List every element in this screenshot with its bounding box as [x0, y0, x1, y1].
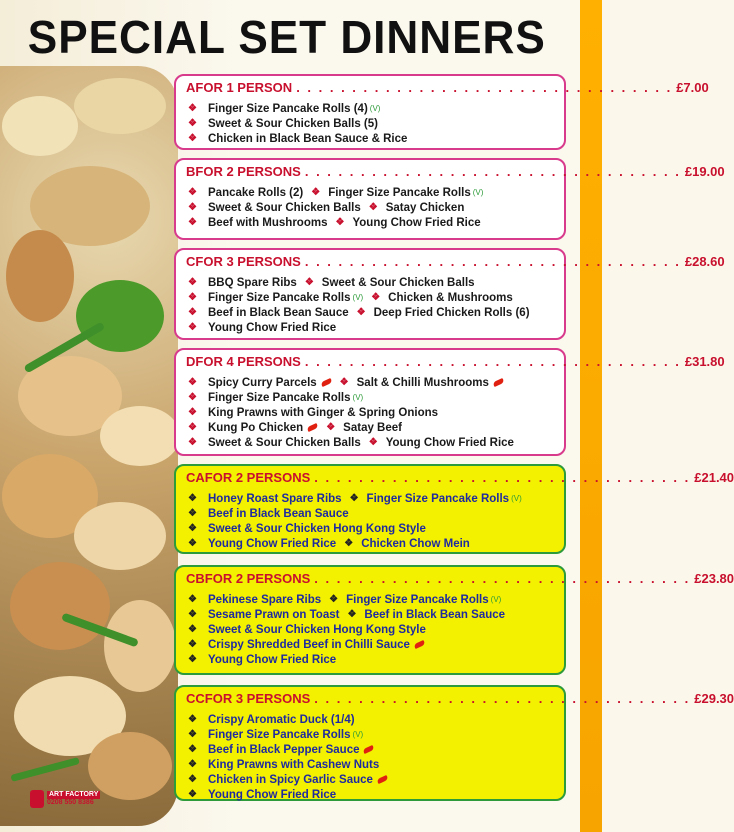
item-row [186, 275, 554, 290]
footer-phone: 0208 550 8386 [47, 799, 94, 806]
item-row [186, 200, 554, 215]
item-row [186, 622, 554, 637]
item-row [186, 101, 554, 116]
vegetarian-mark: (V) [490, 595, 502, 604]
dot-leader: . . . . . . . . . . . . . . . . . . . . . . . . . . . . . . . . . . [304, 254, 681, 269]
set-items [186, 275, 554, 335]
item-row [186, 772, 554, 787]
menu-item: Chicken in Black Bean Sauce & Rice [208, 132, 408, 145]
diamond-bullet-icon: ❖ [188, 422, 197, 433]
menu-item: Beef in Black Bean Sauce [208, 507, 349, 520]
menu-item: King Prawns with Cashew Nuts [208, 758, 380, 771]
set-label: FOR 2 PERSONS [204, 470, 311, 485]
vegetarian-mark: (V) [352, 293, 364, 302]
item-row [186, 607, 554, 622]
menu-item: King Prawns with Ginger & Spring Onions [208, 406, 439, 419]
menu-item: Sweet & Sour Chicken Balls [321, 276, 475, 289]
dot-leader: . . . . . . . . . . . . . . . . . . . . . . . . . . . . . . . . . . [314, 470, 691, 485]
set-code: D [186, 354, 196, 369]
dot-leader: . . . . . . . . . . . . . . . . . . . . . . . . . . . . . . . . . . [304, 354, 681, 369]
diamond-bullet-icon: ❖ [188, 133, 197, 144]
menu-item: Chicken in Spicy Garlic Sauce [208, 773, 373, 786]
set-code: CC [186, 691, 205, 706]
set-header [186, 80, 709, 95]
set-price: £7.00 [676, 80, 709, 95]
diamond-bullet-icon: ❖ [188, 523, 197, 534]
diamond-bullet-icon: ❖ [188, 377, 197, 388]
diamond-bullet-icon: ❖ [371, 292, 381, 303]
set-box-cc [174, 685, 734, 801]
set-price: £23.80 [694, 571, 734, 586]
menu-item: Sweet & Sour Chicken Balls [208, 436, 361, 449]
dot-leader: . . . . . . . . . . . . . . . . . . . . . . . . . . . . . . . . . . [296, 80, 673, 95]
diamond-bullet-icon: ❖ [188, 277, 197, 288]
diamond-bullet-icon: ❖ [188, 759, 197, 770]
menu-item: Salt & Chilli Mushrooms [356, 376, 489, 389]
diamond-bullet-icon: ❖ [188, 202, 197, 213]
set-items [186, 491, 554, 551]
diamond-bullet-icon: ❖ [329, 594, 339, 605]
menu-item: Sweet & Sour Chicken Balls [208, 201, 361, 214]
menu-item: Young Chow Fried Rice [385, 436, 514, 449]
menu-item: Finger Size Pancake Rolls [346, 593, 489, 606]
set-items [186, 185, 554, 230]
menu-item: Chicken Chow Mein [361, 537, 470, 550]
vegetarian-mark: (V) [472, 188, 484, 197]
dot-leader: . . . . . . . . . . . . . . . . . . . . . . . . . . . . . . . . . . [304, 164, 681, 179]
item-row [186, 290, 554, 305]
item-row [186, 592, 554, 607]
diamond-bullet-icon: ❖ [188, 594, 197, 605]
item-row [186, 637, 554, 652]
menu-item: Spicy Curry Parcels [208, 376, 317, 389]
set-code: CA [186, 470, 205, 485]
set-box-d [174, 348, 725, 456]
set-items [186, 375, 554, 450]
item-row [186, 390, 554, 405]
menu-item: Honey Roast Spare Ribs [208, 492, 342, 505]
diamond-bullet-icon: ❖ [347, 609, 357, 620]
diamond-bullet-icon: ❖ [326, 422, 336, 433]
menu-item: Crispy Aromatic Duck (1/4) [208, 713, 355, 726]
set-items [186, 592, 554, 667]
set-price: £31.80 [684, 354, 725, 369]
set-label: FOR 4 PERSONS [195, 354, 301, 369]
set-box-a [174, 74, 709, 150]
diamond-bullet-icon: ❖ [335, 217, 345, 228]
menu-item: Chicken & Mushrooms [388, 291, 513, 304]
set-code: C [186, 254, 196, 269]
item-row [186, 652, 554, 667]
menu-item: Young Chow Fried Rice [208, 653, 337, 666]
diamond-bullet-icon: ❖ [188, 437, 197, 448]
diamond-bullet-icon: ❖ [188, 609, 197, 620]
menu-item: Beef in Black Bean Sauce [208, 306, 349, 319]
item-row [186, 727, 554, 742]
vegetarian-mark: (V) [352, 393, 364, 402]
item-row [186, 215, 554, 230]
diamond-bullet-icon: ❖ [188, 774, 197, 785]
set-label: FOR 1 PERSON [195, 80, 293, 95]
item-row [186, 435, 554, 450]
set-code: CB [186, 571, 205, 586]
diamond-bullet-icon: ❖ [339, 377, 349, 388]
menu-item: Sweet & Sour Chicken Hong Kong Style [208, 522, 426, 535]
set-price: £21.40 [694, 470, 734, 485]
diamond-bullet-icon: ❖ [368, 202, 378, 213]
item-row [186, 320, 554, 335]
diamond-bullet-icon: ❖ [188, 639, 197, 650]
vegetarian-mark: (V) [511, 494, 522, 503]
chili-icon [320, 378, 332, 387]
chili-icon [363, 745, 375, 754]
diamond-bullet-icon: ❖ [356, 307, 366, 318]
menu-item: Young Chow Fried Rice [352, 216, 481, 229]
diamond-bullet-icon: ❖ [188, 217, 197, 228]
brand-logo [30, 790, 44, 808]
set-items [186, 101, 554, 146]
diamond-bullet-icon: ❖ [188, 624, 197, 635]
set-header [186, 691, 734, 706]
set-box-c [174, 248, 725, 340]
menu-item: Young Chow Fried Rice [208, 537, 337, 550]
diamond-bullet-icon: ❖ [311, 187, 321, 198]
set-header [186, 164, 725, 179]
set-box-b [174, 158, 725, 240]
set-code: B [186, 164, 196, 179]
dot-leader: . . . . . . . . . . . . . . . . . . . . . . . . . . . . . . . . . . [314, 691, 691, 706]
menu-item: Sesame Prawn on Toast [208, 608, 340, 621]
set-price: £19.00 [684, 164, 725, 179]
set-price: £29.30 [694, 691, 734, 706]
item-row [186, 420, 554, 435]
item-row [186, 757, 554, 772]
menu-item: Pekinese Spare Ribs [208, 593, 322, 606]
menu-item: Crispy Shredded Beef in Chilli Sauce [208, 638, 410, 651]
set-header [186, 571, 734, 586]
diamond-bullet-icon: ❖ [188, 729, 197, 740]
set-label: FOR 3 PERSONS [204, 691, 311, 706]
item-row [186, 405, 554, 420]
item-row [186, 491, 554, 506]
brand-name: ART FACTORY [49, 791, 99, 798]
set-box-cb [174, 565, 734, 675]
diamond-bullet-icon: ❖ [188, 322, 197, 333]
item-row [186, 506, 554, 521]
set-label: FOR 2 PERSONS [204, 571, 311, 586]
diamond-bullet-icon: ❖ [188, 508, 197, 519]
diamond-bullet-icon: ❖ [188, 654, 197, 665]
set-price: £28.60 [684, 254, 725, 269]
item-row [186, 375, 554, 390]
diamond-bullet-icon: ❖ [304, 277, 314, 288]
chili-icon [413, 640, 425, 649]
menu-item: Kung Po Chicken [208, 421, 304, 434]
diamond-bullet-icon: ❖ [188, 538, 197, 549]
menu-item: Sweet & Sour Chicken Hong Kong Style [208, 623, 426, 636]
footer-credit [30, 790, 100, 808]
diamond-bullet-icon: ❖ [349, 493, 359, 504]
set-code: A [186, 80, 196, 95]
item-row [186, 131, 554, 146]
diamond-bullet-icon: ❖ [188, 744, 197, 755]
page-title: SPECIAL SET DINNERS [27, 11, 546, 63]
item-row [186, 521, 554, 536]
menu-item: Young Chow Fried Rice [208, 788, 337, 801]
diamond-bullet-icon: ❖ [188, 187, 197, 198]
menu-item: BBQ Spare Ribs [208, 276, 297, 289]
item-row [186, 185, 554, 200]
menu-item: Finger Size Pancake Rolls (4) [208, 102, 368, 115]
item-row [186, 536, 554, 551]
menu-item: Beef in Black Pepper Sauce [208, 743, 360, 756]
orange-side-bar [580, 0, 602, 832]
set-items [186, 712, 554, 802]
menu-item: Finger Size Pancake Rolls [328, 186, 471, 199]
diamond-bullet-icon: ❖ [188, 714, 197, 725]
menu-item: Satay Chicken [385, 201, 465, 214]
chili-icon [307, 423, 319, 432]
item-row [186, 116, 554, 131]
set-label: FOR 3 PERSONS [195, 254, 301, 269]
diamond-bullet-icon: ❖ [188, 118, 197, 129]
dot-leader: . . . . . . . . . . . . . . . . . . . . . . . . . . . . . . . . . . [314, 571, 691, 586]
diamond-bullet-icon: ❖ [188, 103, 197, 114]
set-label: FOR 2 PERSONS [195, 164, 301, 179]
vegetarian-mark: (V) [352, 730, 364, 739]
chili-icon [492, 378, 504, 387]
menu-item: Deep Fried Chicken Rolls (6) [373, 306, 530, 319]
menu-item: Sweet & Sour Chicken Balls (5) [208, 117, 378, 130]
diamond-bullet-icon: ❖ [188, 407, 197, 418]
diamond-bullet-icon: ❖ [368, 437, 378, 448]
diamond-bullet-icon: ❖ [188, 292, 197, 303]
item-row [186, 787, 554, 802]
diamond-bullet-icon: ❖ [188, 789, 197, 800]
diamond-bullet-icon: ❖ [344, 538, 354, 549]
item-row [186, 305, 554, 320]
vegetarian-mark: (V) [369, 104, 381, 113]
menu-item: Satay Beef [343, 421, 402, 434]
item-row [186, 712, 554, 727]
chili-icon [376, 775, 388, 784]
menu-item: Beef in Black Bean Sauce [364, 608, 506, 621]
menu-item: Young Chow Fried Rice [208, 321, 337, 334]
diamond-bullet-icon: ❖ [188, 493, 197, 504]
set-box-ca [174, 464, 734, 554]
item-row [186, 742, 554, 757]
set-header [186, 354, 725, 369]
menu-item: Finger Size Pancake Rolls [208, 291, 351, 304]
set-header [186, 470, 734, 485]
set-header [186, 254, 725, 269]
food-photo [0, 66, 178, 826]
diamond-bullet-icon: ❖ [188, 307, 197, 318]
menu-item: Finger Size Pancake Rolls [208, 728, 351, 741]
menu-item: Pancake Rolls (2) [208, 186, 304, 199]
menu-item: Beef with Mushrooms [208, 216, 328, 229]
menu-item: Finger Size Pancake Rolls [208, 391, 351, 404]
diamond-bullet-icon: ❖ [188, 392, 197, 403]
menu-item: Finger Size Pancake Rolls [366, 492, 510, 505]
